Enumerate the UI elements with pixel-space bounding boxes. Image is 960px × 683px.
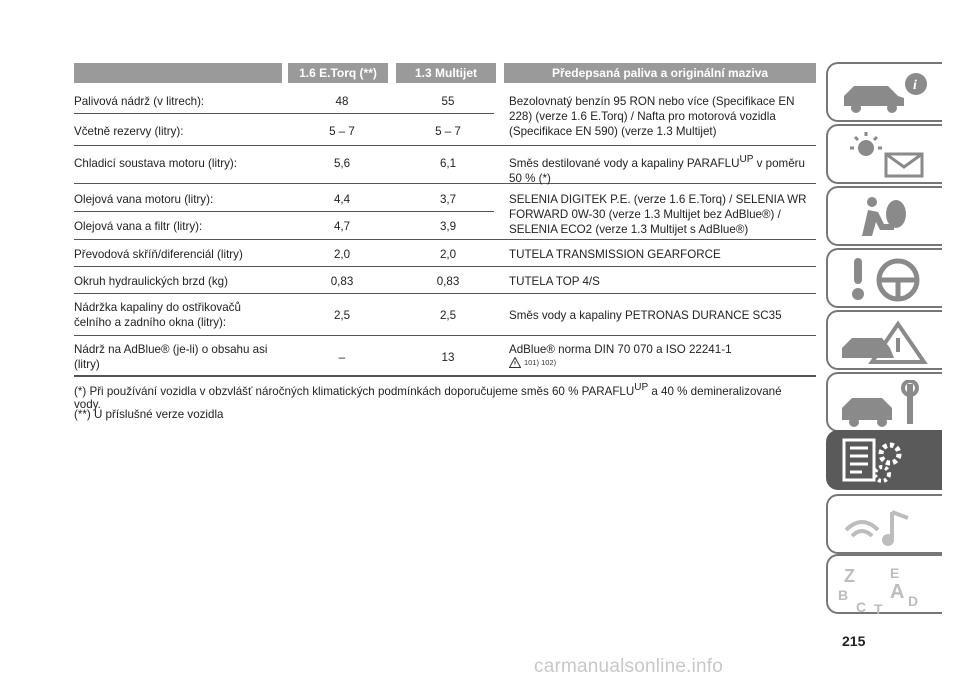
row-value-engine-1: 2,5 <box>333 309 351 322</box>
table-header-fluids: Předepsaná paliva a originální maziva <box>504 63 816 83</box>
sidebar-tab-safety[interactable] <box>826 186 942 246</box>
row-value-engine-1: 5,6 <box>333 157 351 170</box>
row-label: Okruh hydraulických brzd (kg) <box>74 275 228 288</box>
row-value-engine-2: 3,9 <box>439 220 457 233</box>
spec-brake-fluid: TUTELA TOP 4/S <box>509 275 600 288</box>
svg-text:C: C <box>856 599 867 614</box>
spec-coolant-sup: UP <box>739 154 754 165</box>
row-value-engine-1: 5 – 7 <box>329 125 355 138</box>
row-value-engine-1: 4,7 <box>333 220 351 233</box>
sidebar-tab-driving[interactable] <box>826 248 942 308</box>
warning-triangle-icon <box>509 357 521 368</box>
row-value-engine-1: 48 <box>335 95 349 108</box>
table-header-blank <box>74 63 282 83</box>
warning-lights-icon <box>838 132 934 180</box>
row-value-engine-1: 4,4 <box>333 193 351 206</box>
sidebar-tab-index[interactable] <box>826 554 942 614</box>
svg-text:Z: Z <box>844 566 855 586</box>
row-value-engine-1: – <box>338 351 346 364</box>
svg-text:T: T <box>874 601 883 614</box>
row-divider <box>74 293 816 294</box>
airbag-icon <box>838 194 934 242</box>
row-value-engine-2: 2,0 <box>439 248 457 261</box>
row-label: Převodová skříň/diferenciál (litry) <box>74 248 243 261</box>
watermark: carmanualsonline.info <box>534 656 724 677</box>
svg-text:D: D <box>908 593 919 609</box>
row-label: Nádrž na AdBlue® (je-li) o obsahu asi (litry) <box>74 343 268 371</box>
footnote-1-text-end: a 40 % demineralizované vody. <box>74 384 782 411</box>
svg-text:B: B <box>838 587 849 603</box>
footnote-1-sup: UP <box>634 382 649 393</box>
sidebar-tab-warning-lights[interactable] <box>826 124 942 184</box>
row-divider <box>74 266 816 267</box>
row-value-engine-1: 0,83 <box>330 275 354 288</box>
spec-coolant-ratio: v poměru 50 % (*) <box>509 156 805 185</box>
svg-text:i: i <box>913 78 917 93</box>
spec-coolant-text: Směs destilované vody a kapaliny PARAFLU <box>509 156 740 170</box>
row-label: Olejová vana a filtr (litry): <box>74 220 203 233</box>
svg-text:E: E <box>890 565 900 581</box>
sidebar-tab-technical-data[interactable] <box>826 430 942 490</box>
row-divider <box>74 239 816 240</box>
spec-adblue: AdBlue® norma DIN 70 070 a ISO 22241-1 <box>509 343 732 356</box>
row-value-engine-2: 55 <box>441 95 455 108</box>
spec-fuel: Bezolovnatý benzín 95 RON nebo více (Specifikace EN 228) (verze 1.6 E.Torq) / Nafta pro motorová vozidla (Specifikace EN 590) (verze 1.3 Multijet) <box>509 95 795 138</box>
spec-washer-fluid: Směs vody a kapaliny PETRONAS DURANCE SC35 <box>509 309 782 322</box>
row-label: Palivová nádrž (v litrech): <box>74 95 205 108</box>
index-icon <box>838 562 934 614</box>
page-number: 215 <box>842 633 866 649</box>
sidebar-tab-emergency[interactable] <box>826 310 942 370</box>
spec-coolant <box>509 152 809 186</box>
emergency-icon <box>838 318 934 366</box>
row-divider <box>74 211 494 212</box>
row-divider <box>74 113 494 114</box>
footnote-1-text: (*) Při používání vozidla v obzvlášť náročných klimatických podmínkách doporučujeme směs 60 % PARAFLU <box>74 384 635 398</box>
steering-wheel-icon <box>838 256 934 304</box>
row-value-engine-2: 0,83 <box>436 275 460 288</box>
table-header-engine-1: 1.6 E.Torq (**) <box>288 63 388 83</box>
sidebar-tab-maintenance[interactable] <box>826 372 942 432</box>
sidebar-tab-car-info[interactable] <box>826 62 942 122</box>
table-header-engine-2: 1.3 Multijet <box>396 63 496 83</box>
multimedia-icon <box>838 502 934 550</box>
maintenance-icon <box>838 380 934 428</box>
footnote-1 <box>74 381 804 411</box>
sidebar-tab-multimedia[interactable] <box>826 494 942 554</box>
row-value-engine-2: 2,5 <box>439 309 457 322</box>
spec-transmission: TUTELA TRANSMISSION GEARFORCE <box>509 248 721 261</box>
row-value-engine-2: 13 <box>441 351 455 364</box>
row-value-engine-1: 2,0 <box>333 248 351 261</box>
technical-data-icon <box>838 438 934 486</box>
row-label: Olejová vana motoru (litry): <box>74 193 214 206</box>
row-divider <box>74 335 816 336</box>
row-label: Včetně rezervy (litry): <box>74 125 184 138</box>
car-info-icon <box>838 70 934 118</box>
row-value-engine-2: 6,1 <box>439 157 457 170</box>
svg-text:A: A <box>890 581 905 603</box>
row-value-engine-2: 3,7 <box>439 193 457 206</box>
row-divider <box>74 145 816 146</box>
warning-references[interactable]: 101) 102) <box>524 358 557 367</box>
spec-engine-oil: SELENIA DIGITEK P.E. (verze 1.6 E.Torq) / SELENIA WR FORWARD 0W-30 (verze 1.3 Multijet bez AdBlue®) / SELENIA ECO2 (verze 1.3 Multijet s AdBlue®) <box>509 193 807 236</box>
table-bottom-rule <box>74 375 816 377</box>
footnote-2: (**) U příslušné verze vozidla <box>74 408 224 421</box>
row-label: Nádržka kapaliny do ostřikovačů čelního a zadního okna (litry): <box>74 301 241 329</box>
row-label: Chladicí soustava motoru (litry): <box>74 157 238 170</box>
row-value-engine-2: 5 – 7 <box>435 125 461 138</box>
